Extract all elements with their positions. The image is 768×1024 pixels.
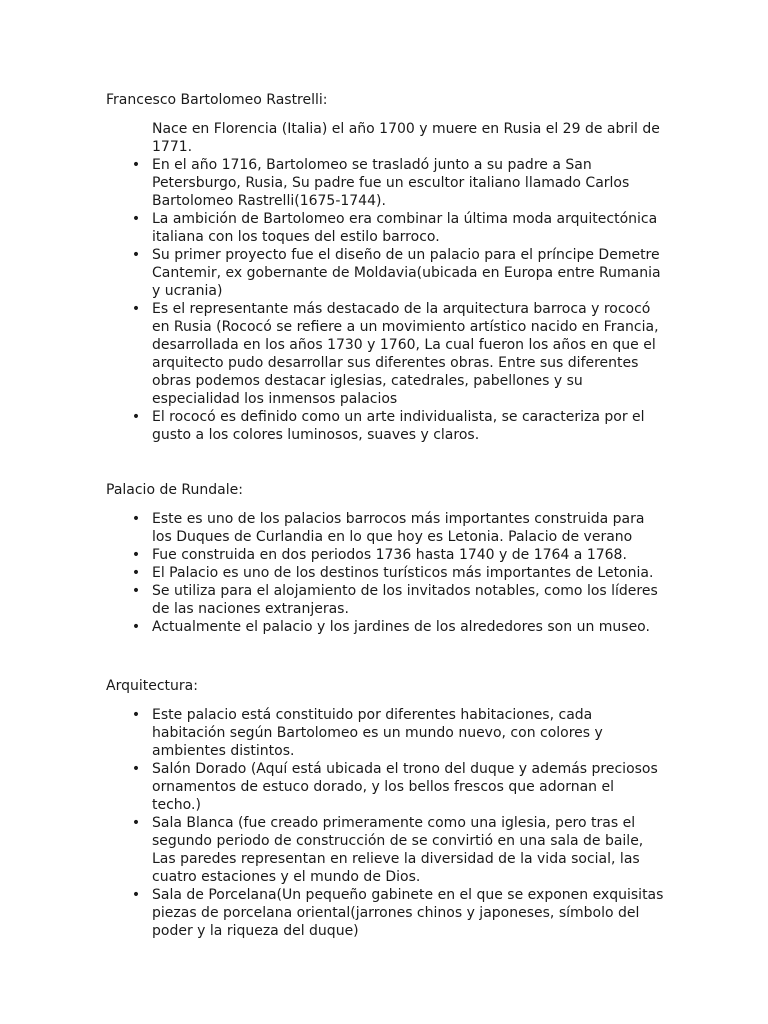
list-item-text: Este es uno de los palacios barrocos más importantes construida para los Duques de Curlandia en lo que hoy es Letonia. Palacio de verano: [152, 511, 645, 545]
list-item-text: Sala Blanca (fue creado primeramente como una iglesia, pero tras el segundo periodo de construcción de se convirtió en una sala de baile, Las paredes representan en relieve la diversidad de la vida social, las cuatro estaciones y el mundo de Dios.: [152, 815, 644, 885]
bullet-icon: •: [131, 511, 141, 527]
list-item: [106, 300, 666, 408]
bullet-icon: •: [131, 619, 141, 635]
list-item: [106, 760, 666, 814]
bullet-icon: •: [131, 409, 141, 425]
section-rundale: [106, 481, 666, 636]
list-item-text: Fue construida en dos periodos 1736 hasta 1740 y de 1764 a 1768.: [152, 547, 627, 563]
section-heading: Arquitectura:: [106, 678, 198, 694]
list-item-text: Se utiliza para el alojamiento de los invitados notables, como los líderes de las naciones extranjeras.: [152, 583, 658, 617]
bullet-list: [106, 510, 666, 636]
bullet-icon: •: [131, 247, 141, 263]
section-arquitectura: [106, 677, 666, 940]
bullet-icon: •: [131, 565, 141, 581]
list-item: [106, 886, 666, 940]
bullet-icon: •: [131, 761, 141, 777]
list-item-text: La ambición de Bartolomeo era combinar la última moda arquitectónica italiana con los toques del estilo barroco.: [152, 211, 658, 245]
list-item: [106, 564, 666, 582]
list-item-text: El rococó es definido como un arte individualista, se caracteriza por el gusto a los colores luminosos, suaves y claros.: [152, 409, 645, 443]
list-item: [106, 618, 666, 636]
list-item-text: Sala de Porcelana(Un pequeño gabinete en el que se exponen exquisitas piezas de porcelana oriental(jarrones chinos y japoneses, símbolo del poder y la riqueza del duque): [152, 887, 664, 939]
section-heading: Palacio de Rundale:: [106, 482, 243, 498]
list-item-text: Su primer proyecto fue el diseño de un palacio para el príncipe Demetre Cantemir, ex gobernante de Moldavia(ubicada en Europa entre Rumania y ucrania): [152, 247, 661, 299]
list-item: [106, 546, 666, 564]
list-item: [106, 408, 666, 444]
list-item: [106, 510, 666, 546]
list-item: [106, 156, 666, 210]
bullet-list: [106, 706, 666, 940]
bullet-icon: •: [131, 583, 141, 599]
bullet-icon: •: [131, 301, 141, 317]
bullet-icon: •: [131, 547, 141, 563]
list-item-text: Es el representante más destacado de la arquitectura barroca y rococó en Rusia (Rococó se refiere a un movimiento artístico nacido en Francia, desarrollada en los años 1730 y 1760, La cual fueron los años en que el arquitecto pudo desarrollar sus diferentes obras. Entre sus diferentes obras podemos destacar iglesias, catedrales, pabellones y su especialidad los inmensos palacios: [152, 301, 659, 407]
list-item-text: En el año 1716, Bartolomeo se trasladó junto a su padre a San Petersburgo, Rusia, Su padre fue un escultor italiano llamado Carlos Bartolomeo Rastrelli(1675-1744).: [152, 157, 630, 209]
list-item: [106, 120, 666, 156]
list-item-text: Nace en Florencia (Italia) el año 1700 y muere en Rusia el 29 de abril de 1771.: [152, 121, 660, 155]
list-item-text: Actualmente el palacio y los jardines de los alrededores son un museo.: [152, 619, 650, 635]
section-rastrelli: [106, 91, 666, 444]
bullet-icon: •: [131, 887, 141, 903]
list-item-text: El Palacio es uno de los destinos turísticos más importantes de Letonia.: [152, 565, 654, 581]
bullet-icon: •: [131, 707, 141, 723]
list-item: [106, 814, 666, 886]
list-item: [106, 582, 666, 618]
list-item: [106, 210, 666, 246]
bullet-icon: •: [131, 157, 141, 173]
bullet-list: [106, 120, 666, 444]
bullet-icon: •: [131, 211, 141, 227]
list-item: [106, 706, 666, 760]
list-item-text: Este palacio está constituido por diferentes habitaciones, cada habitación según Bartolomeo es un mundo nuevo, con colores y ambientes distintos.: [152, 707, 603, 759]
list-item-text: Salón Dorado (Aquí está ubicada el trono del duque y además preciosos ornamentos de estuco dorado, y los bellos frescos que adornan el techo.): [152, 761, 658, 813]
bullet-icon: •: [131, 815, 141, 831]
section-heading: Francesco Bartolomeo Rastrelli:: [106, 92, 328, 108]
list-item: [106, 246, 666, 300]
